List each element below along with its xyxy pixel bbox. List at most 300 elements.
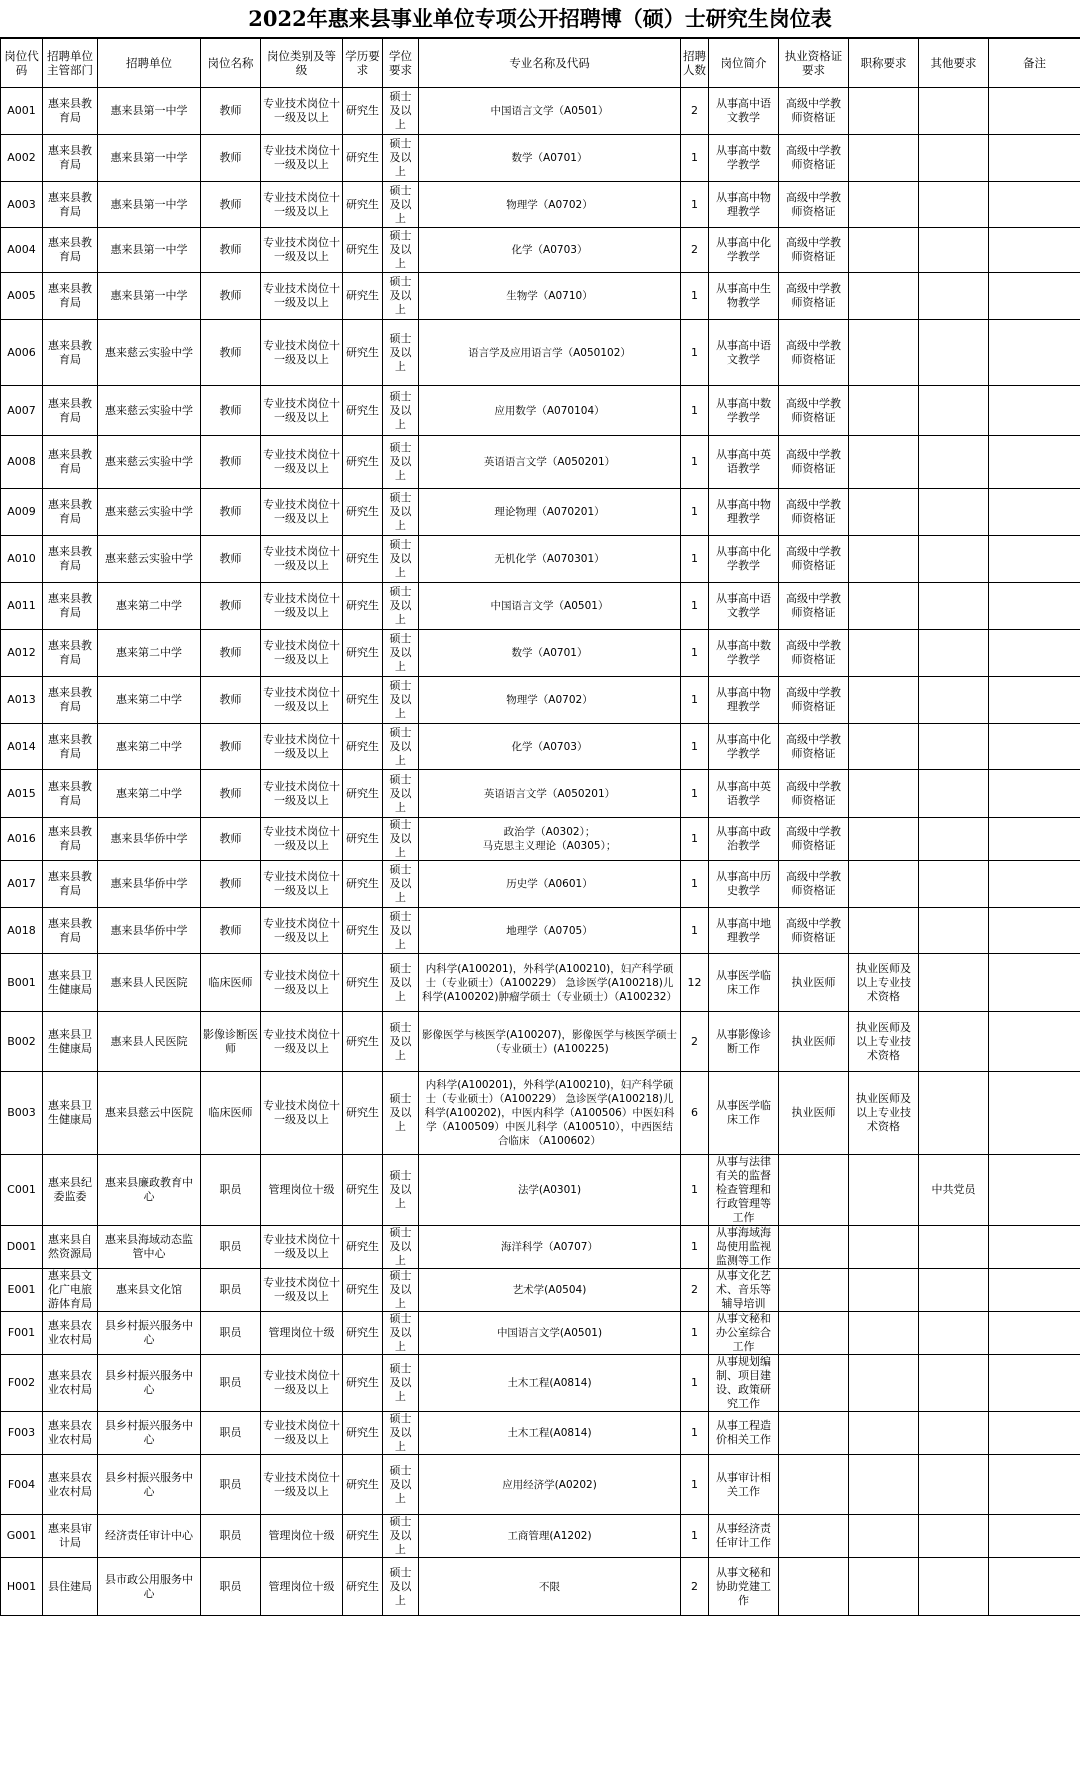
cell-category: 管理岗位十级	[261, 1515, 343, 1558]
cell-category: 专业技术岗位十一级及以上	[261, 1226, 343, 1269]
cell-intro: 从事医学临床工作	[709, 1072, 779, 1155]
cell-title-req	[849, 320, 919, 386]
cell-category: 专业技术岗位十一级及以上	[261, 724, 343, 770]
table-row	[1, 1269, 1080, 1312]
cell-dept: 惠来县教育局	[43, 536, 98, 583]
cell-post: 教师	[201, 88, 261, 135]
cell-cert	[779, 1155, 849, 1226]
cell-count: 1	[681, 320, 709, 386]
cell-unit: 惠来第二中学	[98, 630, 201, 677]
cell-note	[989, 1515, 1080, 1558]
cell-code: A002	[1, 135, 43, 182]
cell-major: 物理学（A0702）	[419, 182, 681, 228]
cell-code: A008	[1, 436, 43, 489]
cell-unit: 惠来县文化馆	[98, 1269, 201, 1312]
cell-education: 研究生	[343, 677, 383, 724]
cell-note	[989, 861, 1080, 908]
cell-cert: 高级中学教师资格证	[779, 630, 849, 677]
cell-cert: 高级中学教师资格证	[779, 677, 849, 724]
cell-code: F001	[1, 1312, 43, 1355]
cell-note	[989, 724, 1080, 770]
cell-intro: 从事规划编制、项目建设、政策研究工作	[709, 1355, 779, 1412]
cell-intro: 从事高中物理教学	[709, 677, 779, 724]
cell-other	[919, 536, 989, 583]
cell-major: 应用经济学(A0202)	[419, 1455, 681, 1515]
cell-intro: 从事高中化学教学	[709, 536, 779, 583]
cell-cert: 高级中学教师资格证	[779, 135, 849, 182]
cell-dept: 惠来县教育局	[43, 182, 98, 228]
cell-degree: 硕士及以上	[383, 273, 419, 320]
cell-category: 专业技术岗位十一级及以上	[261, 1269, 343, 1312]
cell-education: 研究生	[343, 908, 383, 954]
cell-note	[989, 135, 1080, 182]
cell-degree: 硕士及以上	[383, 818, 419, 861]
cell-unit: 惠来慈云实验中学	[98, 436, 201, 489]
cell-dept: 惠来县教育局	[43, 630, 98, 677]
header-education: 学历要求	[343, 39, 383, 88]
cell-education: 研究生	[343, 1355, 383, 1412]
cell-other	[919, 818, 989, 861]
cell-cert: 高级中学教师资格证	[779, 583, 849, 630]
cell-intro: 从事海域海岛使用监视监测等工作	[709, 1226, 779, 1269]
cell-post: 教师	[201, 489, 261, 536]
cell-title-req	[849, 818, 919, 861]
document-title: 2022年惠来县事业单位专项公开招聘博（硕）士研究生岗位表	[0, 0, 1080, 38]
cell-degree: 硕士及以上	[383, 489, 419, 536]
cell-major: 英语语言文学（A050201）	[419, 770, 681, 818]
cell-code: F002	[1, 1355, 43, 1412]
cell-count: 1	[681, 536, 709, 583]
cell-degree: 硕士及以上	[383, 1226, 419, 1269]
cell-post: 教师	[201, 677, 261, 724]
cell-other	[919, 1412, 989, 1455]
cell-education: 研究生	[343, 1455, 383, 1515]
cell-intro: 从事与法律有关的监督检查管理和行政管理等工作	[709, 1155, 779, 1226]
cell-major: 不限	[419, 1558, 681, 1616]
cell-title-req	[849, 273, 919, 320]
header-note: 备注	[989, 39, 1080, 88]
cell-dept: 惠来县教育局	[43, 320, 98, 386]
cell-degree: 硕士及以上	[383, 436, 419, 489]
cell-count: 2	[681, 1012, 709, 1072]
table-row	[1, 1558, 1080, 1616]
cell-post: 教师	[201, 908, 261, 954]
cell-note	[989, 1312, 1080, 1355]
cell-code: A017	[1, 861, 43, 908]
cell-unit: 惠来慈云实验中学	[98, 320, 201, 386]
cell-cert: 执业医师	[779, 1012, 849, 1072]
cell-unit: 惠来县慈云中医院	[98, 1072, 201, 1155]
cell-major: 艺术学(A0504)	[419, 1269, 681, 1312]
cell-dept: 惠来县教育局	[43, 908, 98, 954]
cell-count: 1	[681, 1355, 709, 1412]
table-row	[1, 1515, 1080, 1558]
cell-dept: 惠来县文化广电旅游体育局	[43, 1269, 98, 1312]
cell-title-req: 执业医师及以上专业技术资格	[849, 1012, 919, 1072]
cell-code: D001	[1, 1226, 43, 1269]
table-row	[1, 861, 1080, 908]
cell-intro: 从事审计相关工作	[709, 1455, 779, 1515]
cell-intro: 从事医学临床工作	[709, 954, 779, 1012]
cell-post: 教师	[201, 583, 261, 630]
cell-other	[919, 273, 989, 320]
cell-note	[989, 182, 1080, 228]
cell-note	[989, 908, 1080, 954]
cell-major: 理论物理（A070201）	[419, 489, 681, 536]
cell-other	[919, 88, 989, 135]
cell-dept: 惠来县自然资源局	[43, 1226, 98, 1269]
cell-cert	[779, 1312, 849, 1355]
table-row	[1, 1072, 1080, 1155]
cell-education: 研究生	[343, 88, 383, 135]
cell-cert	[779, 1515, 849, 1558]
cell-code: A016	[1, 818, 43, 861]
cell-count: 1	[681, 677, 709, 724]
cell-intro: 从事高中数学教学	[709, 135, 779, 182]
cell-dept: 惠来县农业农村局	[43, 1412, 98, 1455]
cell-note	[989, 273, 1080, 320]
cell-count: 1	[681, 1155, 709, 1226]
cell-dept: 惠来县农业农村局	[43, 1312, 98, 1355]
cell-other	[919, 489, 989, 536]
cell-cert: 高级中学教师资格证	[779, 908, 849, 954]
cell-note	[989, 1558, 1080, 1616]
cell-other	[919, 1072, 989, 1155]
cell-cert	[779, 1455, 849, 1515]
cell-other	[919, 677, 989, 724]
cell-category: 专业技术岗位十一级及以上	[261, 908, 343, 954]
table-body	[1, 88, 1080, 1616]
cell-count: 1	[681, 908, 709, 954]
cell-degree: 硕士及以上	[383, 861, 419, 908]
table-row	[1, 489, 1080, 536]
cell-unit: 县乡村振兴服务中心	[98, 1355, 201, 1412]
table-row	[1, 1455, 1080, 1515]
cell-title-req	[849, 182, 919, 228]
cell-category: 专业技术岗位十一级及以上	[261, 770, 343, 818]
cell-dept: 惠来县卫生健康局	[43, 1012, 98, 1072]
table-row	[1, 88, 1080, 135]
cell-category: 专业技术岗位十一级及以上	[261, 1355, 343, 1412]
cell-note	[989, 1355, 1080, 1412]
cell-intro: 从事经济责任审计工作	[709, 1515, 779, 1558]
cell-title-req	[849, 861, 919, 908]
cell-category: 专业技术岗位十一级及以上	[261, 818, 343, 861]
cell-education: 研究生	[343, 386, 383, 436]
cell-unit: 惠来县第一中学	[98, 88, 201, 135]
cell-major: 影像医学与核医学(A100207)，影像医学与核医学硕士（专业硕士）(A100225)	[419, 1012, 681, 1072]
table-row	[1, 228, 1080, 273]
cell-cert	[779, 1355, 849, 1412]
cell-education: 研究生	[343, 489, 383, 536]
cell-intro: 从事高中历史教学	[709, 861, 779, 908]
cell-degree: 硕士及以上	[383, 1515, 419, 1558]
cell-unit: 惠来县人民医院	[98, 1012, 201, 1072]
cell-count: 12	[681, 954, 709, 1012]
cell-major: 化学（A0703）	[419, 724, 681, 770]
cell-code: C001	[1, 1155, 43, 1226]
cell-unit: 惠来县第一中学	[98, 182, 201, 228]
cell-code: A011	[1, 583, 43, 630]
cell-cert: 高级中学教师资格证	[779, 228, 849, 273]
cell-category: 专业技术岗位十一级及以上	[261, 436, 343, 489]
cell-count: 1	[681, 583, 709, 630]
cell-degree: 硕士及以上	[383, 88, 419, 135]
cell-dept: 惠来县教育局	[43, 386, 98, 436]
cell-unit: 惠来县廉政教育中心	[98, 1155, 201, 1226]
cell-unit: 惠来县海域动态监管中心	[98, 1226, 201, 1269]
cell-post: 职员	[201, 1455, 261, 1515]
cell-major: 中国语言文学(A0501)	[419, 1312, 681, 1355]
cell-unit: 县乡村振兴服务中心	[98, 1455, 201, 1515]
cell-degree: 硕士及以上	[383, 1072, 419, 1155]
cell-code: A007	[1, 386, 43, 436]
header-other: 其他要求	[919, 39, 989, 88]
cell-intro: 从事高中政治教学	[709, 818, 779, 861]
table-row	[1, 273, 1080, 320]
table-row	[1, 954, 1080, 1012]
cell-major: 应用数学（A070104）	[419, 386, 681, 436]
cell-category: 专业技术岗位十一级及以上	[261, 1072, 343, 1155]
cell-degree: 硕士及以上	[383, 954, 419, 1012]
cell-dept: 惠来县教育局	[43, 273, 98, 320]
cell-note	[989, 320, 1080, 386]
cell-unit: 惠来第二中学	[98, 583, 201, 630]
cell-degree: 硕士及以上	[383, 386, 419, 436]
cell-post: 教师	[201, 818, 261, 861]
cell-major: 地理学（A0705）	[419, 908, 681, 954]
cell-post: 教师	[201, 630, 261, 677]
cell-major: 无机化学（A070301）	[419, 536, 681, 583]
cell-major: 生物学（A0710）	[419, 273, 681, 320]
cell-cert	[779, 1412, 849, 1455]
table-row	[1, 536, 1080, 583]
cell-major: 内科学(A100201)，外科学(A100210)，妇产科学硕士（专业硕士）（A100229） 急诊医学(A100218)儿科学(A100202)肿瘤学硕士（专业硕士）（A100232）	[419, 954, 681, 1012]
cell-unit: 县乡村振兴服务中心	[98, 1312, 201, 1355]
table-row	[1, 320, 1080, 386]
cell-education: 研究生	[343, 630, 383, 677]
cell-education: 研究生	[343, 436, 383, 489]
cell-other	[919, 1455, 989, 1515]
cell-major: 法学(A0301)	[419, 1155, 681, 1226]
header-cert: 执业资格证要求	[779, 39, 849, 88]
cell-unit: 惠来县第一中学	[98, 135, 201, 182]
cell-other	[919, 630, 989, 677]
cell-unit: 惠来第二中学	[98, 724, 201, 770]
cell-unit: 惠来县人民医院	[98, 954, 201, 1012]
cell-count: 1	[681, 1412, 709, 1455]
cell-code: A009	[1, 489, 43, 536]
cell-other	[919, 954, 989, 1012]
cell-degree: 硕士及以上	[383, 135, 419, 182]
cell-education: 研究生	[343, 1012, 383, 1072]
cell-cert: 高级中学教师资格证	[779, 861, 849, 908]
cell-cert	[779, 1226, 849, 1269]
cell-title-req: 执业医师及以上专业技术资格	[849, 1072, 919, 1155]
table-row	[1, 1012, 1080, 1072]
cell-intro: 从事高中数学教学	[709, 630, 779, 677]
cell-count: 1	[681, 489, 709, 536]
cell-post: 教师	[201, 320, 261, 386]
cell-other	[919, 320, 989, 386]
cell-degree: 硕士及以上	[383, 1412, 419, 1455]
cell-education: 研究生	[343, 1412, 383, 1455]
cell-dept: 惠来县纪委监委	[43, 1155, 98, 1226]
cell-major: 英语语言文学（A050201）	[419, 436, 681, 489]
cell-degree: 硕士及以上	[383, 770, 419, 818]
cell-title-req	[849, 583, 919, 630]
cell-education: 研究生	[343, 724, 383, 770]
cell-major: 中国语言文学（A0501）	[419, 88, 681, 135]
cell-note	[989, 386, 1080, 436]
cell-other	[919, 1312, 989, 1355]
header-post: 岗位名称	[201, 39, 261, 88]
cell-note	[989, 583, 1080, 630]
cell-count: 2	[681, 1269, 709, 1312]
cell-count: 2	[681, 88, 709, 135]
cell-education: 研究生	[343, 1269, 383, 1312]
cell-other: 中共党员	[919, 1155, 989, 1226]
cell-code: E001	[1, 1269, 43, 1312]
cell-category: 专业技术岗位十一级及以上	[261, 320, 343, 386]
cell-count: 1	[681, 630, 709, 677]
cell-count: 2	[681, 228, 709, 273]
cell-category: 管理岗位十级	[261, 1558, 343, 1616]
cell-category: 专业技术岗位十一级及以上	[261, 630, 343, 677]
cell-title-req	[849, 1412, 919, 1455]
header-dept: 招聘单位主管部门	[43, 39, 98, 88]
cell-major: 中国语言文学（A0501）	[419, 583, 681, 630]
cell-intro: 从事高中化学教学	[709, 228, 779, 273]
cell-other	[919, 1226, 989, 1269]
cell-dept: 惠来县教育局	[43, 677, 98, 724]
cell-code: A012	[1, 630, 43, 677]
cell-dept: 惠来县卫生健康局	[43, 1072, 98, 1155]
cell-title-req	[849, 677, 919, 724]
cell-major: 物理学（A0702）	[419, 677, 681, 724]
cell-category: 专业技术岗位十一级及以上	[261, 1455, 343, 1515]
cell-unit: 县市政公用服务中心	[98, 1558, 201, 1616]
cell-degree: 硕士及以上	[383, 1355, 419, 1412]
cell-degree: 硕士及以上	[383, 630, 419, 677]
cell-code: B002	[1, 1012, 43, 1072]
cell-cert: 高级中学教师资格证	[779, 818, 849, 861]
cell-education: 研究生	[343, 1072, 383, 1155]
cell-degree: 硕士及以上	[383, 536, 419, 583]
cell-education: 研究生	[343, 1558, 383, 1616]
cell-title-req	[849, 228, 919, 273]
cell-title-req	[849, 386, 919, 436]
cell-degree: 硕士及以上	[383, 1455, 419, 1515]
cell-note	[989, 436, 1080, 489]
cell-education: 研究生	[343, 536, 383, 583]
cell-dept: 县住建局	[43, 1558, 98, 1616]
cell-title-req	[849, 1226, 919, 1269]
cell-other	[919, 228, 989, 273]
header-degree: 学位要求	[383, 39, 419, 88]
cell-intro: 从事高中语文教学	[709, 320, 779, 386]
cell-major: 数学（A0701）	[419, 135, 681, 182]
cell-count: 1	[681, 724, 709, 770]
cell-dept: 惠来县卫生健康局	[43, 954, 98, 1012]
cell-education: 研究生	[343, 135, 383, 182]
cell-note	[989, 88, 1080, 135]
cell-unit: 惠来第二中学	[98, 677, 201, 724]
cell-post: 职员	[201, 1355, 261, 1412]
cell-other	[919, 908, 989, 954]
table-row	[1, 1412, 1080, 1455]
cell-title-req	[849, 908, 919, 954]
cell-post: 临床医师	[201, 954, 261, 1012]
cell-post: 教师	[201, 273, 261, 320]
cell-intro: 从事高中英语教学	[709, 770, 779, 818]
cell-category: 专业技术岗位十一级及以上	[261, 861, 343, 908]
cell-post: 教师	[201, 770, 261, 818]
cell-intro: 从事影像诊断工作	[709, 1012, 779, 1072]
cell-note	[989, 818, 1080, 861]
cell-degree: 硕士及以上	[383, 182, 419, 228]
cell-post: 教师	[201, 724, 261, 770]
cell-other	[919, 1269, 989, 1312]
cell-dept: 惠来县教育局	[43, 88, 98, 135]
cell-post: 教师	[201, 135, 261, 182]
cell-degree: 硕士及以上	[383, 1269, 419, 1312]
header-title-req: 职称要求	[849, 39, 919, 88]
cell-other	[919, 724, 989, 770]
cell-cert: 高级中学教师资格证	[779, 88, 849, 135]
cell-title-req	[849, 1455, 919, 1515]
cell-category: 专业技术岗位十一级及以上	[261, 386, 343, 436]
table-row	[1, 818, 1080, 861]
cell-other	[919, 861, 989, 908]
cell-post: 职员	[201, 1226, 261, 1269]
table-row	[1, 908, 1080, 954]
cell-dept: 惠来县农业农村局	[43, 1455, 98, 1515]
cell-intro: 从事高中物理教学	[709, 489, 779, 536]
cell-major: 政治学（A0302）； 马克思主义理论（A0305）；	[419, 818, 681, 861]
cell-major: 海洋科学（A0707）	[419, 1226, 681, 1269]
cell-other	[919, 1558, 989, 1616]
cell-title-req	[849, 489, 919, 536]
cell-intro: 从事高中化学教学	[709, 724, 779, 770]
cell-title-req	[849, 1269, 919, 1312]
cell-title-req	[849, 1515, 919, 1558]
cell-cert: 高级中学教师资格证	[779, 436, 849, 489]
cell-category: 专业技术岗位十一级及以上	[261, 88, 343, 135]
cell-post: 教师	[201, 228, 261, 273]
cell-note	[989, 677, 1080, 724]
cell-other	[919, 770, 989, 818]
cell-dept: 惠来县教育局	[43, 489, 98, 536]
cell-code: A014	[1, 724, 43, 770]
cell-title-req	[849, 436, 919, 489]
header-intro: 岗位简介	[709, 39, 779, 88]
cell-education: 研究生	[343, 583, 383, 630]
cell-other	[919, 1355, 989, 1412]
cell-unit: 惠来县华侨中学	[98, 818, 201, 861]
cell-degree: 硕士及以上	[383, 320, 419, 386]
cell-major: 土木工程(A0814)	[419, 1412, 681, 1455]
positions-table	[0, 38, 1080, 1616]
cell-category: 专业技术岗位十一级及以上	[261, 1012, 343, 1072]
cell-title-req	[849, 1558, 919, 1616]
cell-category: 管理岗位十级	[261, 1155, 343, 1226]
cell-category: 专业技术岗位十一级及以上	[261, 677, 343, 724]
cell-category: 专业技术岗位十一级及以上	[261, 583, 343, 630]
cell-post: 职员	[201, 1269, 261, 1312]
cell-code: G001	[1, 1515, 43, 1558]
cell-unit: 惠来县第一中学	[98, 228, 201, 273]
